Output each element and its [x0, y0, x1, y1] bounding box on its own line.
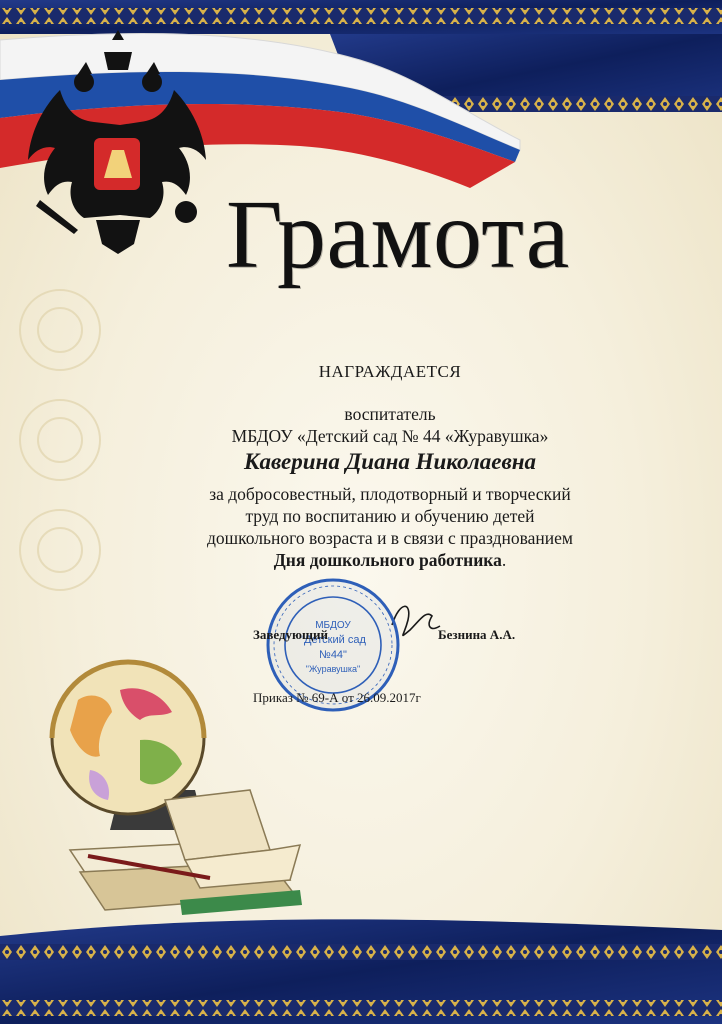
left-ornament: [20, 290, 100, 590]
occasion-period: .: [501, 550, 507, 570]
organization-name: МБДОУ «Детский сад № 44 «Журавушка»: [231, 426, 549, 446]
reason-line-1: за добросовестный, плодотворный и творческий: [209, 484, 571, 504]
recipient-name: Каверина Диана Николаевна: [243, 449, 537, 474]
occasion-line: [140, 550, 640, 570]
order-reference: Приказ № 69-А от 26.09.2017г: [253, 690, 421, 705]
svg-text:№44": №44": [319, 649, 347, 661]
signature-scribble: [392, 606, 440, 635]
svg-text:"Детский сад: "Детский сад: [300, 634, 366, 646]
signature-role: Заведующий: [253, 627, 328, 642]
occasion-name: Дня дошкольного работника: [273, 550, 502, 570]
recipient-position: воспитатель: [344, 404, 436, 424]
svg-text:МБДОУ: МБДОУ: [315, 620, 351, 631]
reason-line-3: дошкольного возраста и в связи с празднованием: [207, 528, 573, 548]
bottom-border: [0, 919, 722, 1024]
certificate-title: Грамота: [226, 181, 570, 289]
signature-name: Безнина А.А.: [438, 627, 516, 642]
award-heading: НАГРАЖДАЕТСЯ: [318, 362, 462, 381]
reason-line-2: труд по воспитанию и обучению детей: [245, 506, 535, 526]
svg-text:"Журавушка": "Журавушка": [305, 664, 361, 674]
